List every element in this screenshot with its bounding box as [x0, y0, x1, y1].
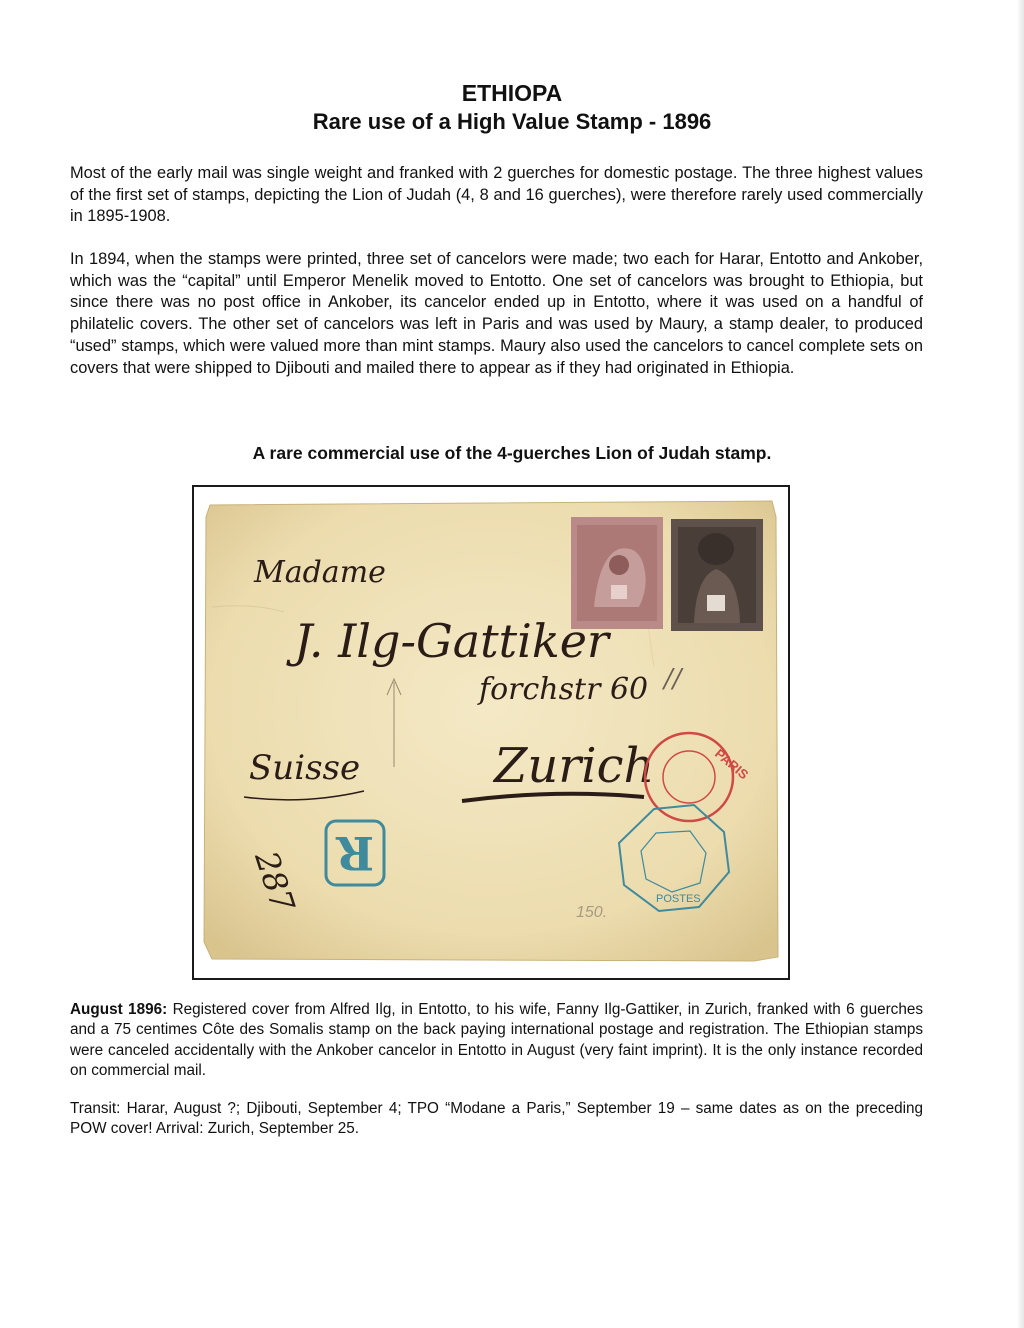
paris-postmark-text: PARIS	[712, 745, 752, 783]
history-paragraph: In 1894, when the stamps were printed, three set of cancelors were made; two each for Harar, Entotto and Ankober, which was the “capital” until Emperor Menelik moved to Entotto. One set of cancelors was brought to Ethiopia, but since there was no post office in Ankober, its cancelor ended up in Entotto, where it was used on a handful of philatelic covers. The other set of cancelors was left in Paris and was used by Maury, a stamp dealer, to produced “used” stamps, which were valued more than mint stamps. Maury also used the cancelors to cancel complete sets on covers that were shipped to Djibouti and mailed there to appear as if they had originated in Ethiopia.	[70, 250, 923, 377]
page-subtitle: Rare use of a High Value Stamp - 1896	[312, 109, 712, 134]
cover-image-frame	[192, 485, 790, 980]
address-line-1: Madame	[254, 555, 386, 590]
address-line-4: Zurich	[494, 738, 655, 794]
transit-note: Transit: Harar, August ?; Djibouti, September 4; TPO “Modane a Paris,” September 19 – same dates as on the preceding POW cover! Arrival: Zurich, September 25.	[70, 1100, 923, 1138]
registration-letter: R	[335, 826, 375, 880]
caption-text: Registered cover from Alfred Ilg, in Entotto, to his wife, Fanny Ilg-Gattiker, in Zurich, franked with 6 guerches and a 75 centimes Côte des Somalis stamp on the back paying international postage and registration. The Ethiopian stamps were canceled accidentally with the Ankober cancelor in Entotto in August (very faint imprint). It is the only instance recorded on commercial mail.	[70, 1001, 923, 1079]
address-line-5: Suisse	[249, 748, 361, 788]
cover-illustration	[194, 487, 788, 978]
menelik-stamp	[671, 519, 763, 631]
intro-paragraph: Most of the early mail was single weight and franked with 2 guerches for domestic postage. The three highest values of the first set of stamps, depicting the Lion of Judah (4, 8 and 16 guerches), were therefore rarely used commercially in 1895-1908.	[70, 164, 923, 226]
registration-number: 287	[247, 846, 303, 917]
lion-of-judah-stamp	[571, 517, 663, 629]
address-line-3: forchstr 60	[479, 672, 649, 707]
cover-caption	[70, 1000, 923, 1081]
address-line-2: J. Ilg-Gattiker	[294, 614, 609, 668]
pencil-mark: //	[664, 664, 682, 694]
section-heading: A rare commercial use of the 4-guerches Lion of Judah stamp.	[252, 443, 772, 463]
pencil-note: 150.	[576, 904, 608, 921]
caption-date: August 1896:	[70, 1001, 168, 1018]
page-title: ETHIOPA	[461, 80, 563, 106]
djibouti-postmark-text: POSTES	[656, 893, 701, 905]
page-edge-shadow	[1018, 0, 1024, 1328]
